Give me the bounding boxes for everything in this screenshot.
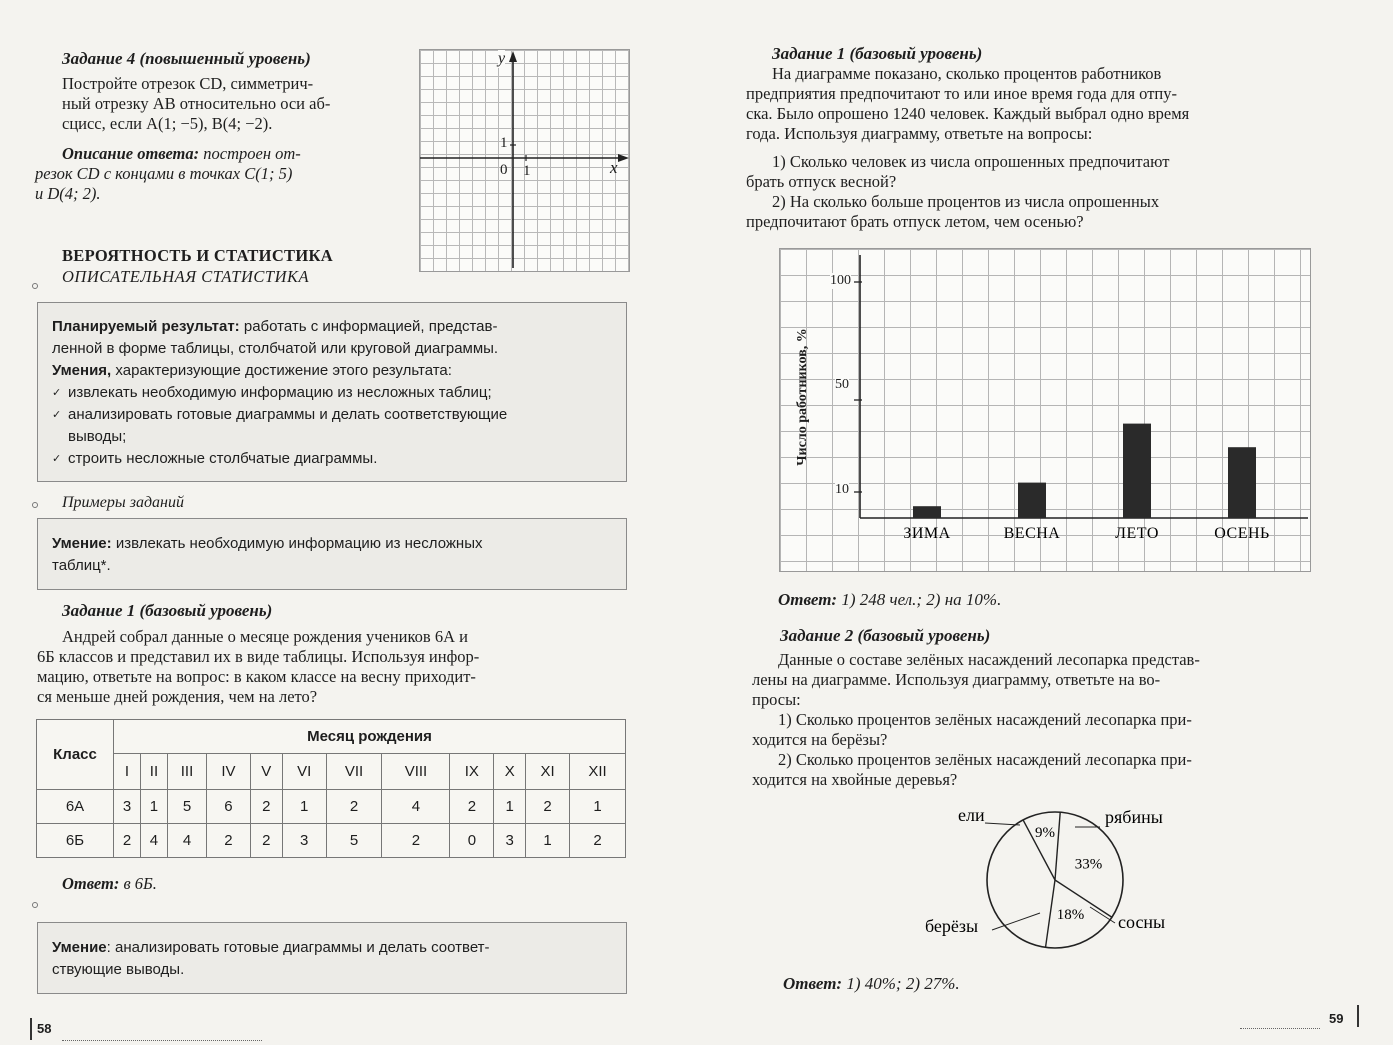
x-tick-label: ЗИМА [903,525,951,542]
right-task1-answer [778,590,1001,610]
text-line: ска. Было опрошено 1240 человек. Каждый выбрал одно время [746,104,1190,123]
table-cell: 1 [140,790,167,824]
question-line: предпочитают брать отпуск летом, чем осенью? [746,212,1084,231]
coordinate-grid [419,49,630,272]
footer-rule [62,1040,262,1041]
x-tick-label: ЛЕТО [1115,525,1159,542]
right-task1-text [746,64,1336,144]
right-task2-text [752,650,1342,790]
month-cell: VI [282,754,326,790]
month-cell: IV [207,754,251,790]
planned-text: работать с информацией, представ- [243,318,498,335]
check-icon: ✓ [52,453,62,465]
bar [1123,424,1151,518]
left-task1-text [37,627,627,707]
question-line: 1) Сколько процентов зелёных насаждений лесопарка при- [778,710,1192,729]
table-cell: 4 [140,824,167,858]
pie-name-label: сосны [1118,912,1166,932]
text-line: ся меньше дней рождения, чем на лето? [37,687,318,706]
task4-line: Постройте отрезок CD, симметрич- [62,74,314,93]
question-line: ходится на хвойные деревья? [752,770,958,789]
month-cell: II [140,754,167,790]
right-task2-title: Задание 2 (базовый уровень) [780,626,991,645]
pie-slice-divider [1046,880,1055,947]
text-line: предприятия предпочитают то или иное время года для отпу- [746,84,1177,103]
table-cell: 0 [450,824,494,858]
answer-label: Ответ: [62,874,120,893]
table-cell: 2 [207,824,251,858]
question-line: 2) Сколько процентов зелёных насаждений лесопарка при- [778,750,1192,769]
y-axis-label: Число работников, % [795,328,810,466]
question-line: 2) На сколько больше процентов из числа опрошенных [772,192,1160,211]
text-line: 6Б классов и представил их в виде таблицы. Используя инфор- [37,647,480,666]
right-task1-title: Задание 1 (базовый уровень) [772,44,983,63]
pie-name-label: рябины [1105,807,1163,827]
question-line: ходится на берёзы? [752,730,888,749]
table-row [37,790,626,824]
answer-label: Ответ: [783,974,843,993]
skills-text: характеризующие достижение этого результата: [115,362,452,379]
table-cell: 3 [114,790,141,824]
skills-label: Умения, [52,362,112,379]
text-line: просы: [752,690,801,709]
pie-leader-line [992,913,1040,930]
skill-item: ✓ анализировать готовые диаграммы и делать соответствующие [52,404,612,426]
table-cell: 5 [167,790,206,824]
answer-label: Ответ: [778,590,838,609]
page-number-left: 58 [37,1021,52,1036]
page-footer-bar [30,1018,32,1040]
row-name: 6А [37,790,114,824]
text-line: года. Используя диаграмму, ответьте на вопросы: [746,124,1093,143]
pie-slice-divider [1055,812,1060,880]
month-cell: I [114,754,141,790]
table-cell: 5 [326,824,382,858]
section-subtitle: ОПИСАТЕЛЬНАЯ СТАТИСТИКА [62,267,310,286]
skill-box-1 [37,518,627,590]
skill-text: таблиц*. [52,557,111,574]
skill-item: ✓ строить несложные столбчатые диаграммы. [52,448,612,470]
month-cell: XII [570,754,626,790]
question-line: брать отпуск весной? [746,172,897,191]
skill-label: Умение: [52,535,112,552]
task4-text [62,74,392,134]
margin-dot [32,502,38,508]
planned-text: ленной в форме таблицы, столбчатой или круговой диаграммы. [52,340,499,357]
answer-text: и D(4; 2). [35,184,101,203]
month-cell: III [167,754,206,790]
margin-dot [32,283,38,289]
month-cell: IX [450,754,494,790]
answer-label: Описание ответа: [62,144,200,163]
table-cell: 2 [250,824,282,858]
y-tick-label: 10 [835,482,849,497]
footer-rule [1240,1028,1320,1029]
table-cell: 1 [526,824,570,858]
text-line: Данные о составе зелёных насаждений лесопарка представ- [778,650,1200,669]
row-name: 6Б [37,824,114,858]
check-icon: ✓ [52,387,62,399]
bar [1018,483,1046,518]
text-line: мацию, ответьте на вопрос: в каком классе на весну приходит- [37,667,476,686]
page-number-right: 59 [1329,1011,1344,1026]
left-task1-answer [62,874,157,894]
bar-chart-svg [780,249,1310,571]
coordinate-axes [420,50,629,271]
table-cell: 2 [382,824,450,858]
answer-text: резок CD с концами в точках C(1; 5) [35,164,293,183]
answer-text: построен от- [203,144,301,163]
x-tick-label: ВЕСНА [1003,525,1061,542]
pie-name-label: ели [958,805,985,825]
table-cell: 6 [207,790,251,824]
answer-text: в 6Б. [123,874,157,893]
bar-chart [779,248,1311,572]
skill-item: ✓ извлекать необходимую информацию из несложных таблиц; [52,382,612,404]
page-footer-bar [1357,1005,1359,1027]
table-cell: 1 [282,790,326,824]
month-cell: X [494,754,526,790]
y-tick-label: 50 [835,377,849,392]
month-cell: VII [326,754,382,790]
skill-text: извлекать необходимую информацию из несложных [115,535,483,552]
planned-result-box [37,302,627,482]
pie-leader-line [1090,907,1115,923]
x-axis-label: x [610,158,618,177]
table-row [37,824,626,858]
skill-text: ствующие выводы. [52,961,185,978]
pie-slice-label: 18% [1056,907,1085,924]
table-cell: 3 [282,824,326,858]
answer-text: 1) 40%; 2) 27%. [846,974,960,993]
y-unit-label: 1 [500,135,508,151]
margin-dot [32,902,38,908]
examples-title: Примеры заданий [62,494,184,511]
table-cell: 2 [326,790,382,824]
table-cell: 2 [250,790,282,824]
right-task2-answer [783,974,960,994]
skill-label: Умение [52,939,107,956]
table-cell: 2 [526,790,570,824]
planned-label: Планируемый результат: [52,318,240,335]
x-unit-label: 1 [523,163,531,179]
table-cell: 2 [570,824,626,858]
month-cell: V [250,754,282,790]
pie-slice-label: 9% [1034,825,1055,842]
table-cell: 1 [570,790,626,824]
pie-leader-line [985,823,1020,825]
class-header: Класс [37,720,114,790]
bar [1228,447,1256,518]
section-title: ВЕРОЯТНОСТЬ И СТАТИСТИКА [62,246,333,265]
pie-chart-svg [900,795,1200,955]
x-tick-label: ОСЕНЬ [1214,525,1270,542]
task4-line: ный отрезку AB относительно оси аб- [62,94,331,113]
table-cell: 4 [167,824,206,858]
origin-label: 0 [500,162,508,178]
table-cell: 2 [114,824,141,858]
task4-title: Задание 4 (повышенный уровень) [62,49,311,68]
y-tick-label: 100 [830,273,851,288]
table-cell: 3 [494,824,526,858]
bar [913,506,941,518]
table-cell: 2 [450,790,494,824]
pie-slice-label: 33% [1074,856,1103,873]
text-line: На диаграмме показано, сколько процентов работников [772,64,1162,83]
answer-text: 1) 248 чел.; 2) на 10%. [841,590,1002,609]
skill-item-continued: выводы; [68,428,127,445]
birth-month-table [36,719,626,858]
months-row [37,754,626,790]
month-header: Месяц рождения [114,720,626,754]
right-task1-questions [746,152,1336,232]
table-cell: 4 [382,790,450,824]
pie-chart [900,795,1200,955]
month-cell: XI [526,754,570,790]
text-line: Андрей собрал данные о месяце рождения учеников 6А и [62,627,468,646]
skill-box-2 [37,922,627,994]
check-icon: ✓ [52,409,62,421]
month-cell: VIII [382,754,450,790]
left-task1-title: Задание 1 (базовый уровень) [62,601,273,620]
table-cell: 1 [494,790,526,824]
y-axis-label: y [498,50,506,67]
text-line: лены на диаграмме. Используя диаграмму, ответьте на во- [752,670,1161,689]
skill-text: : анализировать готовые диаграммы и делать соответ- [106,939,490,956]
task4-line: сцисс, если A(1; −5), B(4; −2). [62,114,273,133]
pie-name-label: берёзы [925,916,979,936]
question-line: 1) Сколько человек из числа опрошенных предпочитают [772,152,1170,171]
task4-answer [35,144,395,204]
